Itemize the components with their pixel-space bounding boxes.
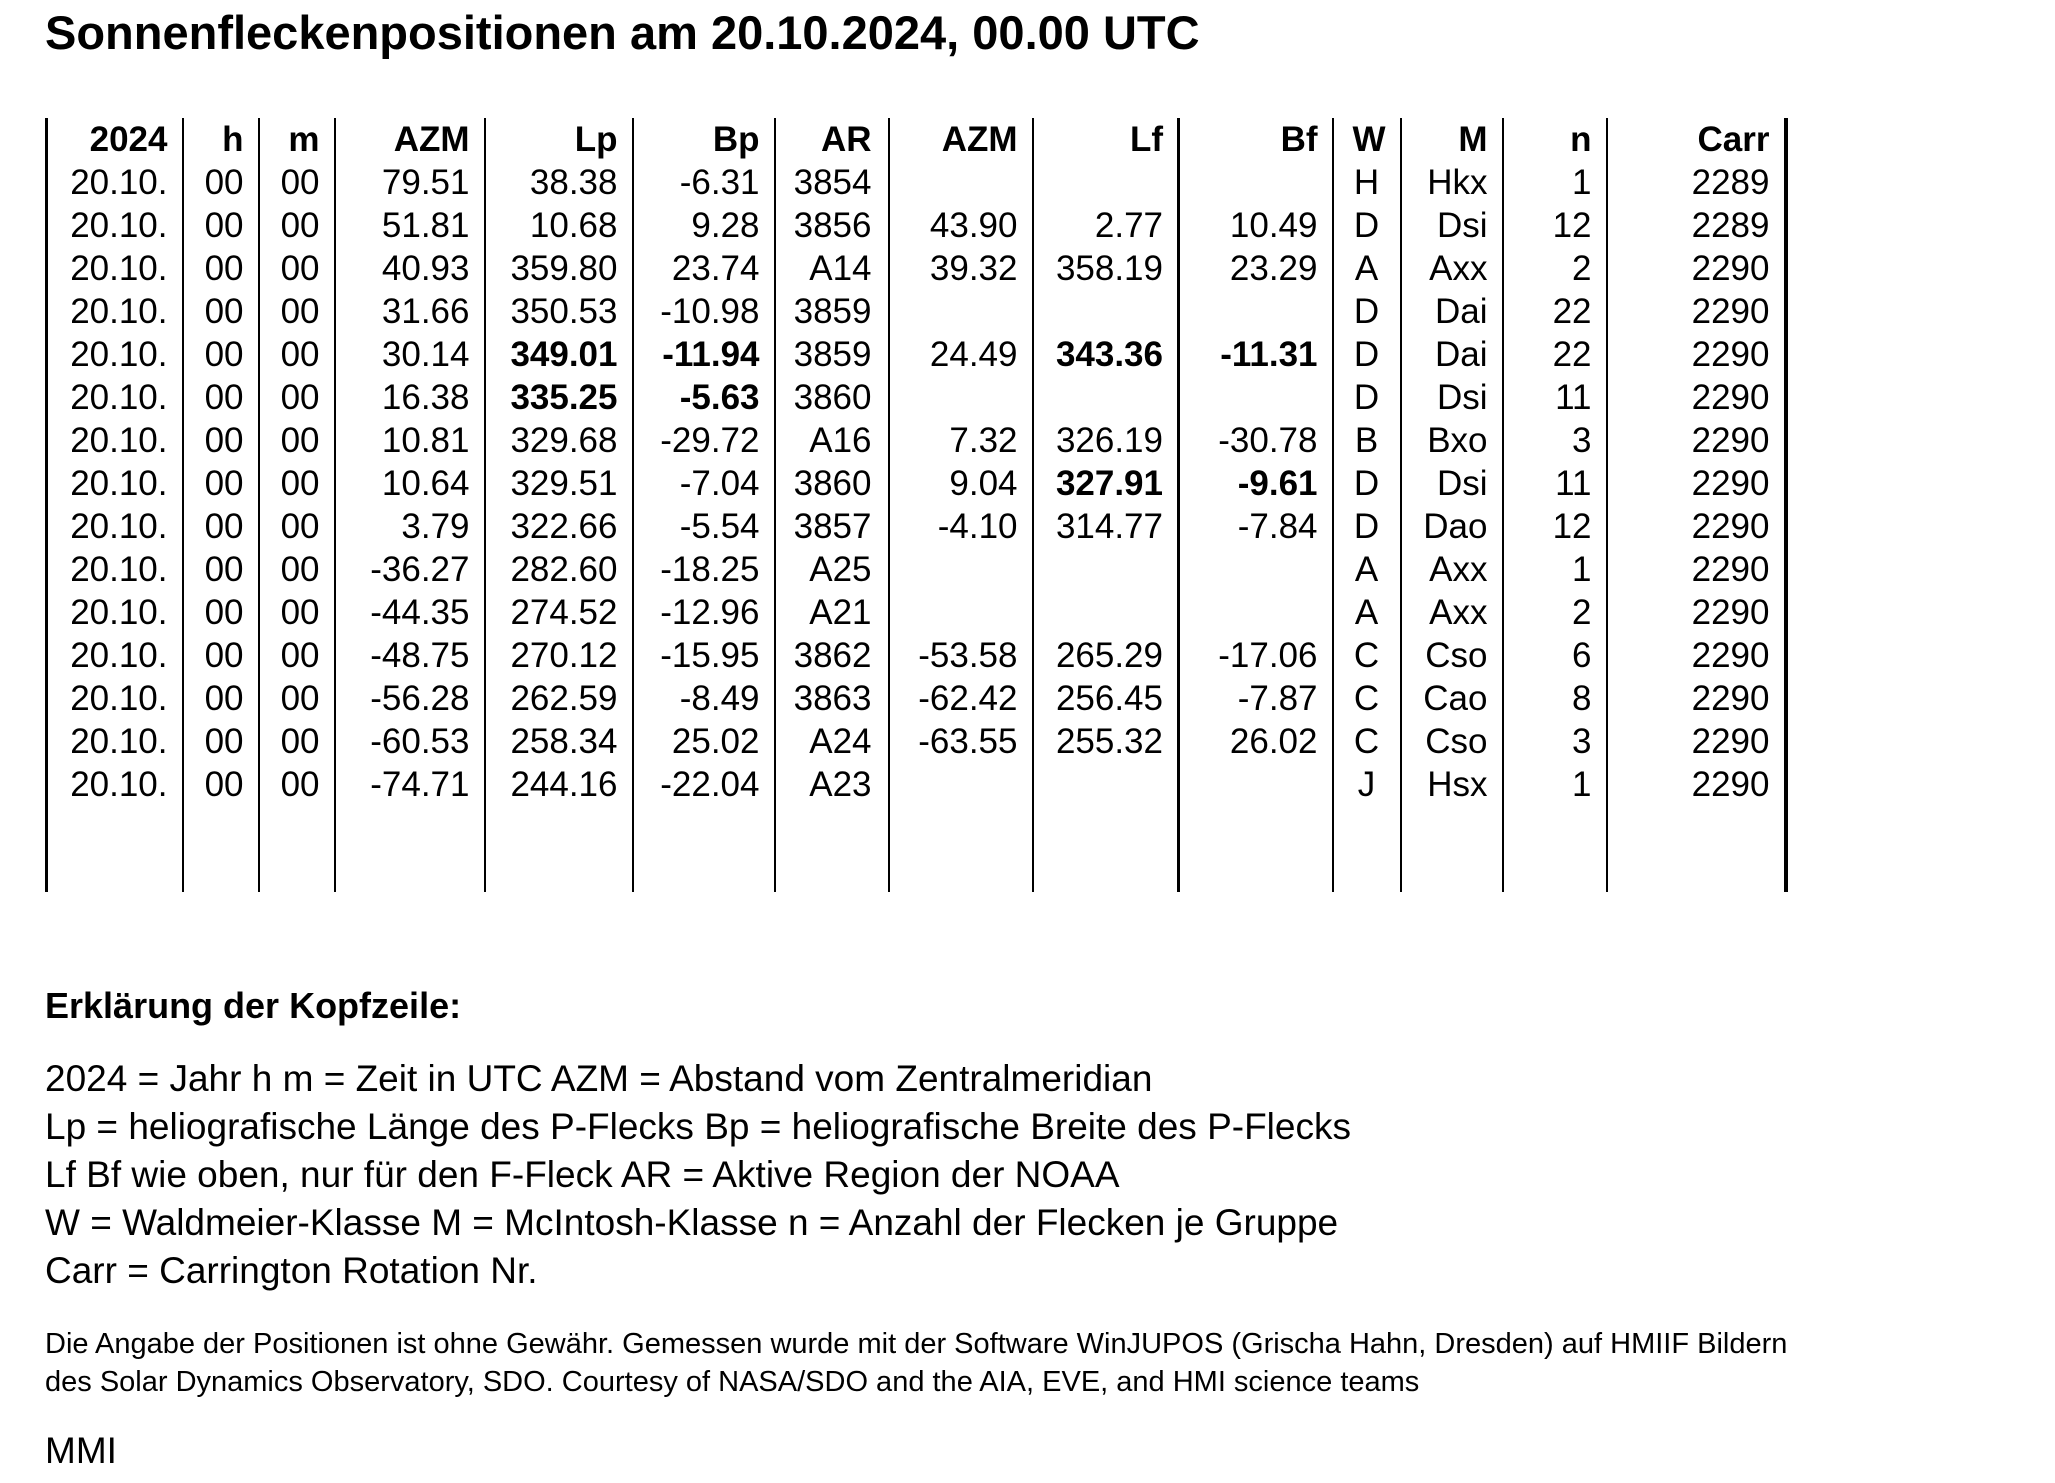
table-cell: -7.04 <box>633 462 775 505</box>
table-cell: 9.28 <box>633 204 775 247</box>
table-cell <box>1179 591 1333 634</box>
table-cell: A24 <box>775 720 889 763</box>
table-cell: 00 <box>259 462 335 505</box>
table-cell: C <box>1333 720 1401 763</box>
table-body <box>47 161 1786 892</box>
table-cell <box>1179 763 1333 806</box>
table-row <box>47 763 1786 806</box>
table-row <box>47 548 1786 591</box>
column-header: W <box>1333 118 1401 161</box>
table-cell: 2289 <box>1607 161 1786 204</box>
table-cell: 20.10. <box>47 505 183 548</box>
table-cell: A25 <box>775 548 889 591</box>
table-cell: 22 <box>1503 333 1607 376</box>
table-cell: 256.45 <box>1033 677 1179 720</box>
table-cell <box>1401 849 1503 892</box>
table-cell: 00 <box>183 763 259 806</box>
table-cell: D <box>1333 333 1401 376</box>
table-cell: 10.49 <box>1179 204 1333 247</box>
table-cell: 2290 <box>1607 419 1786 462</box>
table-filler-row <box>47 806 1786 849</box>
table-cell: Dai <box>1401 290 1503 333</box>
table-cell: 2290 <box>1607 634 1786 677</box>
column-header: n <box>1503 118 1607 161</box>
table-cell <box>775 849 889 892</box>
table-cell: 30.14 <box>335 333 485 376</box>
disclaimer-line: Die Angabe der Positionen ist ohne Gewähr. Gemessen wurde mit der Software WinJUPOS (Grischa Hahn, Dresden) auf HMIIF Bildern <box>45 1328 1788 1360</box>
table-cell: A <box>1333 548 1401 591</box>
table-cell: A21 <box>775 591 889 634</box>
table-cell: 2 <box>1503 591 1607 634</box>
table-cell: 00 <box>259 677 335 720</box>
table-cell: 00 <box>183 161 259 204</box>
table-cell: 2290 <box>1607 677 1786 720</box>
table-cell <box>1607 849 1786 892</box>
table-cell: 12 <box>1503 505 1607 548</box>
column-header: Lp <box>485 118 633 161</box>
table-cell <box>1401 806 1503 849</box>
table-row <box>47 333 1786 376</box>
table-cell: 31.66 <box>335 290 485 333</box>
table-cell: 20.10. <box>47 247 183 290</box>
table-cell: 00 <box>259 333 335 376</box>
table-cell <box>889 161 1033 204</box>
table-cell: 00 <box>259 720 335 763</box>
table-cell: A23 <box>775 763 889 806</box>
table-cell: 23.74 <box>633 247 775 290</box>
table-cell: 2 <box>1503 247 1607 290</box>
table-cell: -7.84 <box>1179 505 1333 548</box>
table-cell: -7.87 <box>1179 677 1333 720</box>
table-cell: 51.81 <box>335 204 485 247</box>
table-cell: 8 <box>1503 677 1607 720</box>
table-cell: A14 <box>775 247 889 290</box>
table-cell: 00 <box>259 419 335 462</box>
table-cell: 00 <box>259 161 335 204</box>
table-cell <box>889 290 1033 333</box>
sunspot-table-wrapper <box>45 118 1788 892</box>
table-cell: 00 <box>183 290 259 333</box>
table-row <box>47 720 1786 763</box>
table-cell <box>633 849 775 892</box>
table-cell: 00 <box>183 591 259 634</box>
column-header: Bp <box>633 118 775 161</box>
table-cell: -10.98 <box>633 290 775 333</box>
table-cell: 350.53 <box>485 290 633 333</box>
table-cell: Cso <box>1401 634 1503 677</box>
table-cell: D <box>1333 462 1401 505</box>
table-cell: 00 <box>259 290 335 333</box>
table-cell: 270.12 <box>485 634 633 677</box>
table-cell: Axx <box>1401 548 1503 591</box>
table-cell <box>259 806 335 849</box>
sunspot-table <box>45 118 1788 892</box>
table-cell: Dsi <box>1401 376 1503 419</box>
legend-line: Carr = Carrington Rotation Nr. <box>45 1250 538 1291</box>
table-cell: 2290 <box>1607 505 1786 548</box>
table-cell: 327.91 <box>1033 462 1179 505</box>
table-cell: 322.66 <box>485 505 633 548</box>
table-cell: 00 <box>183 505 259 548</box>
table-cell: 349.01 <box>485 333 633 376</box>
table-cell: 20.10. <box>47 462 183 505</box>
table-cell <box>1033 161 1179 204</box>
table-cell: 43.90 <box>889 204 1033 247</box>
table-row <box>47 204 1786 247</box>
table-row <box>47 161 1786 204</box>
table-cell: 00 <box>183 677 259 720</box>
table-cell: Cso <box>1401 720 1503 763</box>
table-cell: -53.58 <box>889 634 1033 677</box>
table-cell <box>1179 548 1333 591</box>
table-cell: A <box>1333 591 1401 634</box>
table-cell: -18.25 <box>633 548 775 591</box>
table-cell: 10.68 <box>485 204 633 247</box>
table-cell: -12.96 <box>633 591 775 634</box>
table-cell: -17.06 <box>1179 634 1333 677</box>
table-cell <box>335 806 485 849</box>
table-cell: -56.28 <box>335 677 485 720</box>
table-cell <box>183 849 259 892</box>
table-cell <box>889 763 1033 806</box>
table-row <box>47 247 1786 290</box>
table-cell <box>1033 548 1179 591</box>
table-cell <box>259 849 335 892</box>
table-cell: 2290 <box>1607 462 1786 505</box>
table-cell: 20.10. <box>47 677 183 720</box>
table-cell: 329.68 <box>485 419 633 462</box>
table-cell <box>485 849 633 892</box>
table-cell <box>47 849 183 892</box>
table-cell: -9.61 <box>1179 462 1333 505</box>
table-cell: 23.29 <box>1179 247 1333 290</box>
table-cell: 1 <box>1503 763 1607 806</box>
column-header: AR <box>775 118 889 161</box>
table-cell: 12 <box>1503 204 1607 247</box>
table-cell: 1 <box>1503 161 1607 204</box>
table-cell <box>1033 806 1179 849</box>
table-cell: 25.02 <box>633 720 775 763</box>
table-cell: -48.75 <box>335 634 485 677</box>
table-row <box>47 677 1786 720</box>
table-cell: 20.10. <box>47 161 183 204</box>
table-cell: 39.32 <box>889 247 1033 290</box>
table-cell <box>1179 161 1333 204</box>
table-cell: 20.10. <box>47 376 183 419</box>
table-row <box>47 591 1786 634</box>
table-cell: 3 <box>1503 720 1607 763</box>
table-cell: -74.71 <box>335 763 485 806</box>
column-header: m <box>259 118 335 161</box>
table-cell <box>889 548 1033 591</box>
table-cell: -62.42 <box>889 677 1033 720</box>
column-header: Carr <box>1607 118 1786 161</box>
table-cell: -63.55 <box>889 720 1033 763</box>
table-cell <box>889 849 1033 892</box>
legend-line: Lf Bf wie oben, nur für den F-Fleck AR = Aktive Region der NOAA <box>45 1154 1120 1195</box>
table-cell: Axx <box>1401 247 1503 290</box>
table-cell: -44.35 <box>335 591 485 634</box>
table-cell: 00 <box>183 247 259 290</box>
author-signature: MMI <box>45 1430 117 1471</box>
table-cell: 20.10. <box>47 290 183 333</box>
table-row <box>47 376 1786 419</box>
table-cell <box>1033 763 1179 806</box>
table-cell: 00 <box>183 419 259 462</box>
table-cell: 11 <box>1503 462 1607 505</box>
table-cell: 00 <box>183 720 259 763</box>
table-cell: 40.93 <box>335 247 485 290</box>
table-cell: 2.77 <box>1033 204 1179 247</box>
table-cell: -11.94 <box>633 333 775 376</box>
table-cell: 20.10. <box>47 548 183 591</box>
table-cell <box>183 806 259 849</box>
table-cell: 2290 <box>1607 548 1786 591</box>
table-cell: 3859 <box>775 333 889 376</box>
table-cell <box>1333 849 1401 892</box>
legend-line: Lp = heliografische Länge des P-Flecks Bp = heliografische Breite des P-Flecks <box>45 1106 1351 1147</box>
table-cell: C <box>1333 677 1401 720</box>
table-cell <box>1503 849 1607 892</box>
table-cell: 3862 <box>775 634 889 677</box>
table-cell: Hsx <box>1401 763 1503 806</box>
table-cell: -6.31 <box>633 161 775 204</box>
table-cell: -30.78 <box>1179 419 1333 462</box>
table-cell: D <box>1333 376 1401 419</box>
table-cell <box>1033 849 1179 892</box>
column-header: AZM <box>335 118 485 161</box>
table-cell: 20.10. <box>47 204 183 247</box>
table-cell: 9.04 <box>889 462 1033 505</box>
table-cell: 20.10. <box>47 634 183 677</box>
disclaimer-line: des Solar Dynamics Observatory, SDO. Courtesy of NASA/SDO and the AIA, EVE, and HMI science teams <box>45 1366 1420 1398</box>
table-cell: Dao <box>1401 505 1503 548</box>
table-cell: 10.81 <box>335 419 485 462</box>
table-cell: -4.10 <box>889 505 1033 548</box>
table-cell: 26.02 <box>1179 720 1333 763</box>
table-cell: 2290 <box>1607 290 1786 333</box>
table-cell: 00 <box>183 634 259 677</box>
table-cell: 00 <box>183 548 259 591</box>
table-cell: 00 <box>183 376 259 419</box>
table-cell: -11.31 <box>1179 333 1333 376</box>
disclaimer <box>45 1325 1787 1401</box>
table-cell: 3854 <box>775 161 889 204</box>
table-cell: 00 <box>183 462 259 505</box>
table-cell: J <box>1333 763 1401 806</box>
table-cell: 2290 <box>1607 247 1786 290</box>
table-cell <box>1033 290 1179 333</box>
table-cell: -22.04 <box>633 763 775 806</box>
table-cell: 00 <box>259 376 335 419</box>
column-header: Bf <box>1179 118 1333 161</box>
column-header: M <box>1401 118 1503 161</box>
table-cell: 00 <box>183 333 259 376</box>
table-cell <box>1607 806 1786 849</box>
table-cell: 244.16 <box>485 763 633 806</box>
table-row <box>47 505 1786 548</box>
table-cell: 3859 <box>775 290 889 333</box>
table-cell: 00 <box>259 634 335 677</box>
table-cell: 2290 <box>1607 376 1786 419</box>
table-cell <box>1033 591 1179 634</box>
table-cell: 3860 <box>775 376 889 419</box>
legend-line: 2024 = Jahr h m = Zeit in UTC AZM = Abstand vom Zentralmeridian <box>45 1058 1153 1099</box>
table-cell <box>1179 290 1333 333</box>
table-cell: 265.29 <box>1033 634 1179 677</box>
legend-title: Erklärung der Kopfzeile: <box>45 985 462 1026</box>
table-cell: Cao <box>1401 677 1503 720</box>
table-cell <box>1033 376 1179 419</box>
table-cell: -8.49 <box>633 677 775 720</box>
table-cell: 3863 <box>775 677 889 720</box>
table-row <box>47 419 1786 462</box>
table-cell: 1 <box>1503 548 1607 591</box>
table-cell: 00 <box>259 763 335 806</box>
table-cell: 20.10. <box>47 763 183 806</box>
table-cell: -5.63 <box>633 376 775 419</box>
table-cell: 20.10. <box>47 591 183 634</box>
table-cell <box>1179 376 1333 419</box>
table-cell: B <box>1333 419 1401 462</box>
table-cell <box>485 806 633 849</box>
table-filler-row <box>47 849 1786 892</box>
table-cell: 314.77 <box>1033 505 1179 548</box>
table-cell <box>1179 849 1333 892</box>
page-title: Sonnenfleckenpositionen am 20.10.2024, 00.00 UTC <box>45 6 1200 59</box>
table-header-row <box>47 118 1786 161</box>
table-cell: 329.51 <box>485 462 633 505</box>
table-cell: -60.53 <box>335 720 485 763</box>
table-cell: Axx <box>1401 591 1503 634</box>
table-cell: -5.54 <box>633 505 775 548</box>
table-cell: -15.95 <box>633 634 775 677</box>
table-row <box>47 634 1786 677</box>
table-cell: 79.51 <box>335 161 485 204</box>
table-cell: Dai <box>1401 333 1503 376</box>
table-cell: H <box>1333 161 1401 204</box>
table-row <box>47 290 1786 333</box>
table-cell: 22 <box>1503 290 1607 333</box>
column-header: Lf <box>1033 118 1179 161</box>
table-cell: 2289 <box>1607 204 1786 247</box>
table-cell: 20.10. <box>47 720 183 763</box>
table-cell <box>889 376 1033 419</box>
table-cell: 3860 <box>775 462 889 505</box>
table-cell: 3 <box>1503 419 1607 462</box>
table-cell: Dsi <box>1401 204 1503 247</box>
table-cell <box>775 806 889 849</box>
table-cell <box>633 806 775 849</box>
table-cell: 11 <box>1503 376 1607 419</box>
legend <box>45 1055 1351 1295</box>
table-cell: 3857 <box>775 505 889 548</box>
table-cell <box>1333 806 1401 849</box>
table-row <box>47 462 1786 505</box>
table-cell: 7.32 <box>889 419 1033 462</box>
table-cell <box>1179 806 1333 849</box>
column-header: h <box>183 118 259 161</box>
table-cell: 255.32 <box>1033 720 1179 763</box>
table-cell: D <box>1333 204 1401 247</box>
table-cell: 335.25 <box>485 376 633 419</box>
table-cell: Bxo <box>1401 419 1503 462</box>
table-cell: 2290 <box>1607 763 1786 806</box>
table-cell: C <box>1333 634 1401 677</box>
table-cell: 2290 <box>1607 333 1786 376</box>
table-cell: -29.72 <box>633 419 775 462</box>
table-cell: 282.60 <box>485 548 633 591</box>
table-cell: 16.38 <box>335 376 485 419</box>
table-cell: 3.79 <box>335 505 485 548</box>
table-cell: 00 <box>259 247 335 290</box>
column-header: 2024 <box>47 118 183 161</box>
table-cell: 359.80 <box>485 247 633 290</box>
legend-line: W = Waldmeier-Klasse M = McIntosh-Klasse n = Anzahl der Flecken je Gruppe <box>45 1202 1339 1243</box>
table-cell: 326.19 <box>1033 419 1179 462</box>
table-cell: 00 <box>259 505 335 548</box>
table-cell: Dsi <box>1401 462 1503 505</box>
table-cell: 358.19 <box>1033 247 1179 290</box>
table-cell <box>1503 806 1607 849</box>
table-cell <box>889 591 1033 634</box>
table-cell: 00 <box>259 548 335 591</box>
table-cell: A <box>1333 247 1401 290</box>
table-cell: D <box>1333 505 1401 548</box>
table-cell: A16 <box>775 419 889 462</box>
table-cell: 3856 <box>775 204 889 247</box>
table-cell: 00 <box>183 204 259 247</box>
table-cell: 6 <box>1503 634 1607 677</box>
table-cell: 10.64 <box>335 462 485 505</box>
table-cell: 00 <box>259 204 335 247</box>
table-cell: 274.52 <box>485 591 633 634</box>
table-cell: 20.10. <box>47 419 183 462</box>
table-cell: 258.34 <box>485 720 633 763</box>
table-cell: 2290 <box>1607 591 1786 634</box>
table-cell: 2290 <box>1607 720 1786 763</box>
table-cell: 24.49 <box>889 333 1033 376</box>
column-header: AZM <box>889 118 1033 161</box>
table-cell: 262.59 <box>485 677 633 720</box>
table-cell <box>889 806 1033 849</box>
table-cell: -36.27 <box>335 548 485 591</box>
table-cell <box>47 806 183 849</box>
table-cell: 00 <box>259 591 335 634</box>
table-cell <box>335 849 485 892</box>
table-cell: D <box>1333 290 1401 333</box>
table-cell: 38.38 <box>485 161 633 204</box>
table-cell: 20.10. <box>47 333 183 376</box>
table-cell: Hkx <box>1401 161 1503 204</box>
table-cell: 343.36 <box>1033 333 1179 376</box>
